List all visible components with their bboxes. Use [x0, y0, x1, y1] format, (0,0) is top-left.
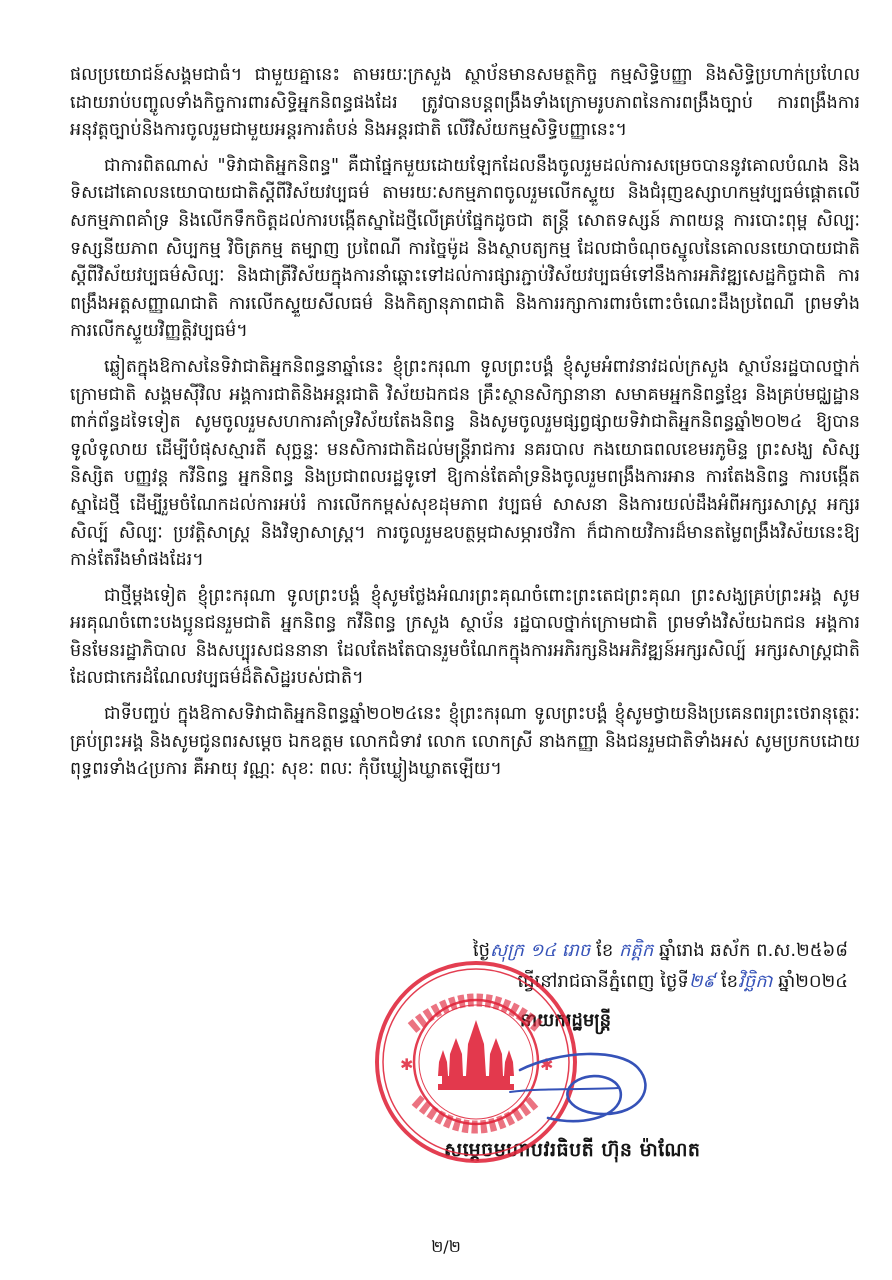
svg-text:✱: ✱ [400, 1055, 414, 1074]
body-paragraph: ផលប្រយោជន៍សង្គមជាធំ។ ជាមួយគ្នានេះ តាមរយៈក្រសួង ស្ថាប័នមានសមត្ថកិច្ច កម្មសិទ្ធិបញ្ញា និងសិទ្ធិប្រហាក់ប្រហែល ដោយរាប់បញ្ចូលទាំងកិច្ចការពារសិទ្ធិអ្នកនិពន្ធផងដែរ ត្រូវបានបន្តពង្រឹងទាំងក្រោមរូបភាពនៃការពង្រឹងច្បាប់ ការពង្រឹងការអនុវត្តច្បាប់និងការចូលរួមជាមួយអន្តរការតំបន់ និងអន្តរជាតិ លើវិស័យកម្មសិទ្ធិបញ្ញានេះ។ [70, 65, 860, 141]
month-label: ខែ [720, 971, 739, 992]
year: ២០២៤ [795, 971, 848, 992]
body-paragraph: ជាការពិតណាស់ "ទិវាជាតិអ្នកនិពន្ធ" គឺជាផ្នែកមួយដោយឡែកដែលនឹងចូលរួមដល់ការសម្រេចបាននូវគោលបំណង និងទិសដៅគោលនយោបាយជាតិស្តីពីវិស័យវប្បធម៌ តាមរយៈសកម្មភាពចូលរួមលើកស្ទួយ និងជំរុញឧស្សាហកម្មវប្បធម៌ផ្តោតលើសកម្មភាពគាំទ្រ និងលើកទឹកចិត្តដល់ការបង្កើតស្នាដៃថ្មីលើគ្រប់ផ្នែកដូចជា តន្ត្រី សោតទស្សន៍ ភាពយន្ត ការបោះពុម្ព សិល្បៈទស្សនីយភាព សិប្បកម្ម វិចិត្រកម្ម តម្បាញ ប្រពៃណី ការច្នៃម៉ូដ និងស្ថាបត្យកម្ម ដែលជាចំណុចស្នូលនៃគោលនយោបាយជាតិស្តីពីវិស័យវប្បធម៌សិល្បៈ និងជាត្រីវិស័យក្នុងការនាំឆ្ពោះទៅដល់ការផ្សារភ្ជាប់វិស័យវប្បធម៌ទៅនឹងការអភិវឌ្ឍសេដ្ឋកិច្ចជាតិ ការពង្រឹងអត្តសញ្ញាណជាតិ ការលើកស្ទួយសីលធម៌ និងកិត្យានុភាពជាតិ និងការរក្សាការពារចំពោះចំណេះដឹងប្រពៃណី ព្រមទាំងការលើកស្ទួយវិញ្ញត្តិវប្បធម៌។ [70, 155, 860, 342]
body-paragraph: ជាទីបញ្ចប់ ក្នុងឱកាសទិវាជាតិអ្នកនិពន្ធឆ្នាំ២០២៤នេះ ខ្ញុំព្រះករុណា ទូលព្រះបង្គំ ខ្ញុំសូមថ្វាយនិងប្រគេនពរព្រះថេរានុត្ថេរៈគ្រប់ព្រះអង្គ និងសូមជូនពរសម្តេច ឯកឧត្តម លោកជំទាវ លោក លោកស្រី នាងកញ្ញា និងជនរួមជាតិទាំងអស់ សូមប្រកបដោយពុទ្ធពរទាំង៤ប្រការ គឺអាយុ វណ្ណៈ សុខៈ ពលៈ កុំបីឃ្លៀងឃ្លាតឡើយ។ [70, 704, 860, 780]
handwritten-day-number: ១៤ [529, 940, 557, 961]
handwritten-moon-phase: រោច [561, 940, 591, 961]
handwritten-day: ២៩ [688, 971, 716, 992]
lunar-year: ឆ្នាំរោង ឆស័ក ព.ស.២៥៦៨ [659, 940, 848, 961]
signer-role: នាយករដ្ឋមន្ត្រី [520, 1010, 612, 1031]
handwritten-weekday: សុក្រ [490, 940, 524, 961]
handwritten-signature [500, 1030, 670, 1130]
body-paragraph: ជាថ្មីម្តងទៀត ខ្ញុំព្រះករុណា ទូលព្រះបង្គំ ខ្ញុំសូមថ្លែងអំណរព្រះគុណចំពោះព្រះតេជព្រះគុណ ព្រះសង្ឃគ្រប់ព្រះអង្គ សូមអរគុណចំពោះបងប្អូនជនរួមជាតិ អ្នកនិពន្ធ កវីនិពន្ធ ក្រសួង ស្ថាប័ន រដ្ឋបាលថ្នាក់ក្រោមជាតិ ព្រមទាំងវិស័យឯកជន អង្គការមិនមែនរដ្ឋាភិបាល និងសប្បុរសជននានា ដែលតែងតែបានរួមចំណែកក្នុងការអភិរក្សនិងអភិវឌ្ឍន៍អក្សរសិល្ប៍ អក្សរសាស្ត្រជាតិ ដែលជាកេរដំណែលវប្បធម៌ដ៏តិសិដ្ឋរបស់ជាតិ។ [70, 585, 860, 689]
letter-body [70, 62, 860, 792]
year-label: ឆ្នាំ [778, 971, 796, 992]
page-number: ២/២ [431, 1237, 461, 1256]
signer-name: សម្តេចមហាបវរធិបតី ហ៊ុន ម៉ាណែត [444, 1139, 701, 1161]
place-prefix: ធ្វើនៅរាជធានីភ្នំពេញ ថ្ងៃទី [517, 971, 689, 992]
handwritten-lunar-month: កត្តិក [618, 940, 654, 961]
handwritten-month: វិច្ឆិកា [738, 971, 773, 992]
month-label: ខែ [596, 940, 614, 961]
date-prefix: ថ្ងៃ [472, 940, 491, 961]
body-paragraph: ឆ្លៀតក្នុងឱកាសនៃទិវាជាតិអ្នកនិពន្ធនាឆ្នាំនេះ ខ្ញុំព្រះករុណា ទូលព្រះបង្គំ ខ្ញុំសូមអំពាវនាវដល់ក្រសួង ស្ថាប័នរដ្ឋបាលថ្នាក់ក្រោមជាតិ សង្គមស៊ីវិល អង្គការជាតិនិងអន្តរជាតិ វិស័យឯកជន គ្រឹះស្ថានសិក្សានានា សមាគមអ្នកនិពន្ធខ្មែរ និងគ្រប់មជ្ឈដ្ឋានពាក់ព័ន្ធដទៃទៀត សូមចូលរួមសហការគាំទ្រវិស័យតែងនិពន្ធ និងសូមចូលរួមផ្សព្វផ្សាយទិវាជាតិអ្នកនិពន្ធឆ្នាំ២០២៤ ឱ្យបានទូលំទូលាយ ដើម្បីបំផុសស្មារតី សុច្ឆន្ទៈ មនសិការជាតិដល់មន្ត្រីរាជការ នគរបាល កងយោធពលខេមរភូមិន្ទ ព្រះសង្ឃ សិស្ស និស្សិត បញ្ញវន្ត កវីនិពន្ធ អ្នកនិពន្ធ និងប្រជាពលរដ្ឋទូទៅ ឱ្យកាន់តែគាំទ្រនិងចូលរួមពង្រឹងការអាន ការតែងនិពន្ធ ការបង្កើតស្នាដៃថ្មី ដើម្បីរួមចំណែកដល់ការអប់រំ ការលើកកម្ពស់សុខដុមភាព វប្បធម៌ សាសនា និងការយល់ដឹងអំពីអក្សរសាស្ត្រ អក្សរសិល្ប៍ សិល្បៈ ប្រវត្តិសាស្ត្រ និងវិទ្យាសាស្ត្រ។ ការចូលរួមឧបត្ថម្ភជាសម្ភារថវិកា ក៏ជាកាយវិការដ៏មានតម្លៃពង្រឹងវិស័យនេះឱ្យកាន់តែរឹងមាំផងដែរ។ [70, 356, 860, 571]
svg-text:✱: ✱ [540, 1055, 554, 1074]
